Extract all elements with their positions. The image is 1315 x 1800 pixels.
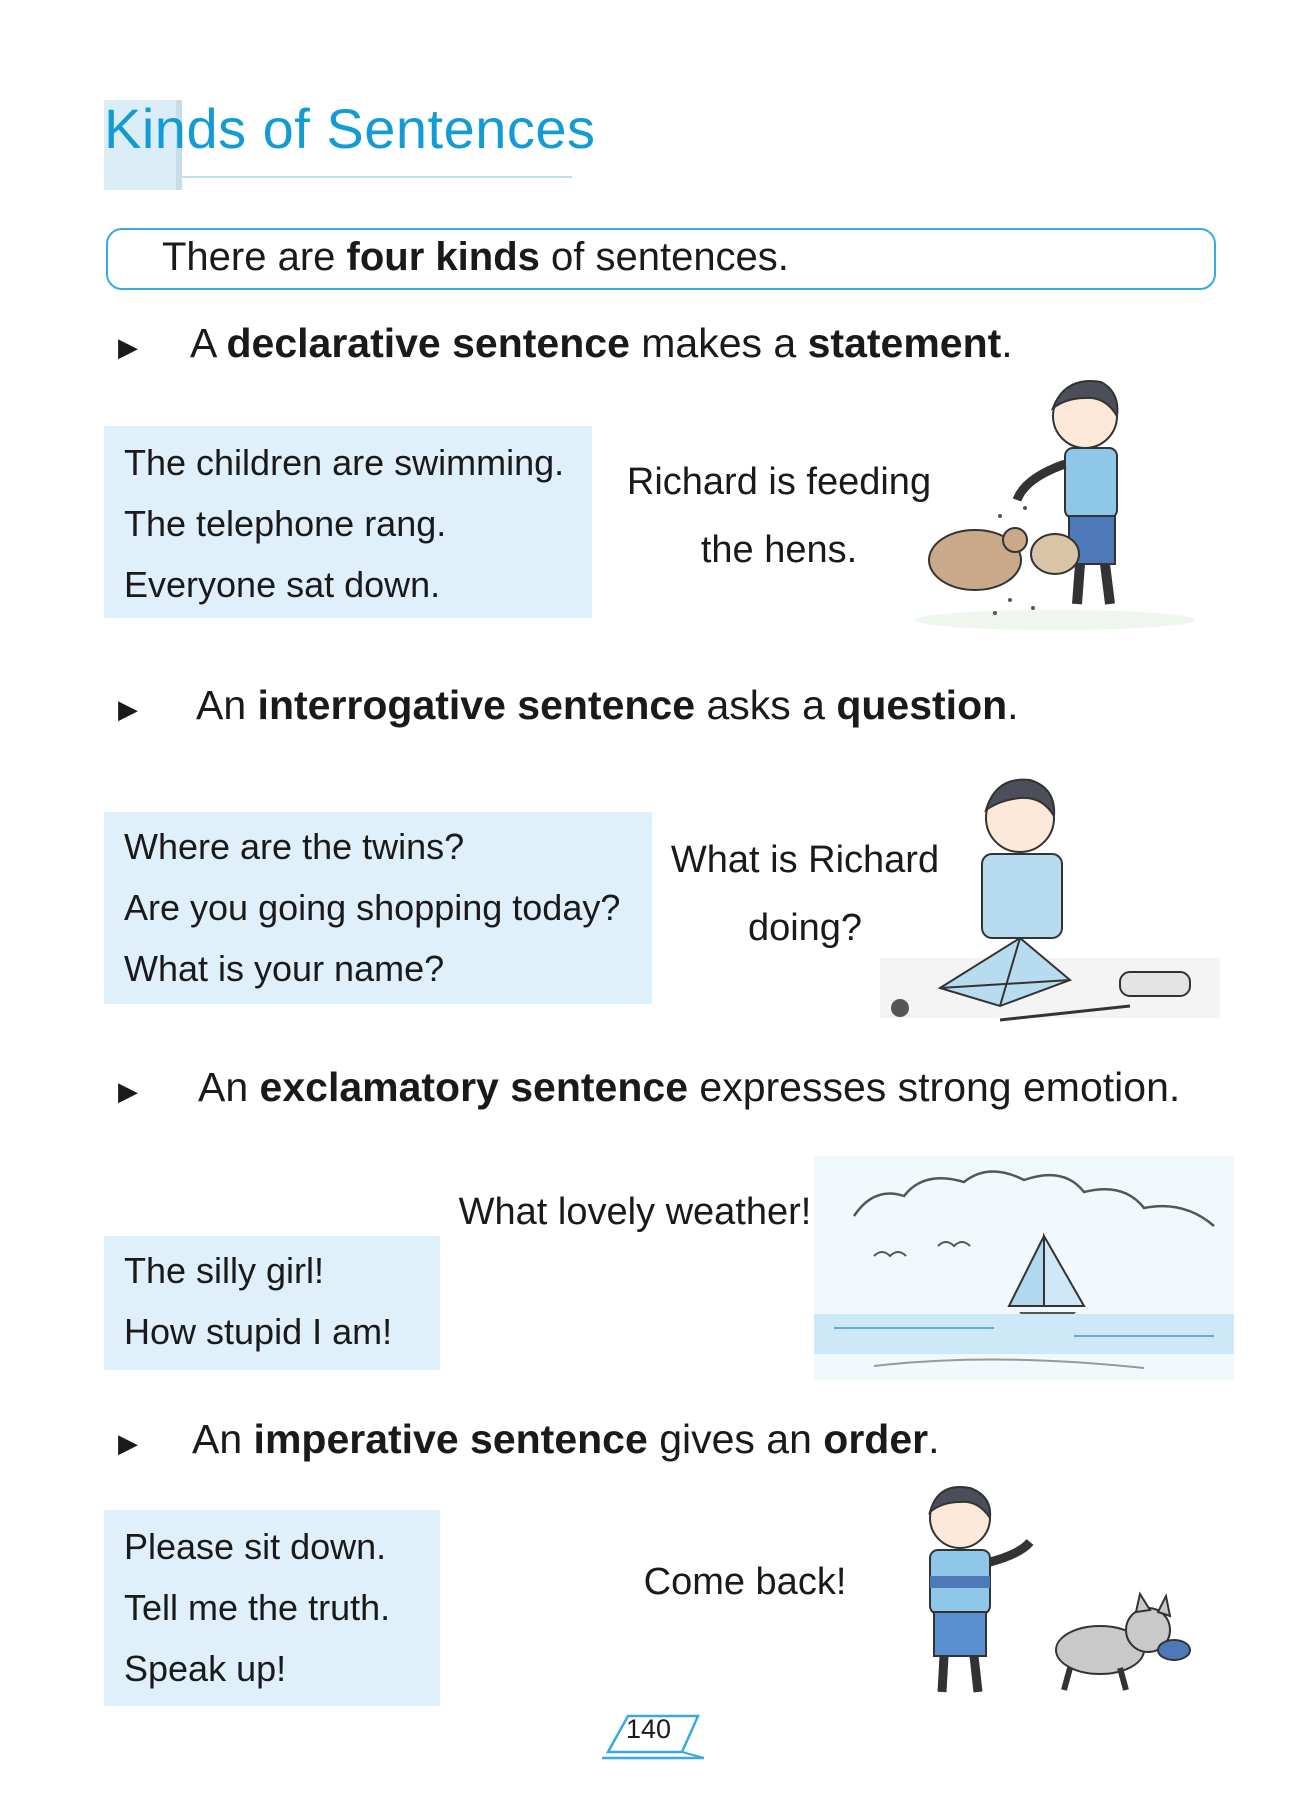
boy-making-kite-illustration: [870, 758, 1230, 1026]
section-heading-imperative: [192, 1416, 940, 1463]
example-sentence: Please sit down.: [124, 1526, 387, 1567]
intro-text-part: There are: [162, 235, 347, 279]
heading-part: .: [1007, 682, 1019, 728]
sailboat-seascape-illustration: [814, 1156, 1234, 1380]
caption-line: the hens.: [700, 529, 858, 571]
heading-part: A: [190, 320, 227, 366]
example-sentence: Tell me the truth.: [124, 1587, 391, 1628]
title-underline: [180, 176, 572, 178]
illustration-caption: [620, 1548, 870, 1616]
heading-part: An: [198, 1064, 260, 1110]
caption-line: What lovely weather!: [458, 1191, 812, 1233]
example-sentence: The telephone rang.: [124, 503, 447, 544]
section-heading-exclamatory: [198, 1064, 1180, 1111]
section-heading-declarative: [190, 320, 1013, 367]
example-sentence: Are you going shopping today?: [124, 887, 621, 928]
caption-line: What is Richard: [670, 839, 940, 881]
boy-feeding-hens-illustration: [905, 368, 1205, 636]
triangle-bullet-icon: ▶: [118, 1076, 138, 1106]
section-heading-interrogative: [196, 682, 1019, 729]
heading-part: .: [1001, 320, 1013, 366]
heading-bold: declarative sentence: [226, 320, 630, 366]
heading-bold: interrogative sentence: [257, 682, 696, 728]
heading-bold: statement: [807, 320, 1002, 366]
heading-part: gives an: [647, 1416, 824, 1462]
heading-part: An: [192, 1416, 254, 1462]
intro-text: [162, 235, 789, 280]
example-sentence: How stupid I am!: [124, 1311, 393, 1352]
caption-line: Come back!: [643, 1561, 847, 1603]
heading-bold: order: [823, 1416, 929, 1462]
caption-line: Richard is feeding: [626, 461, 932, 503]
illustration-caption: [614, 448, 944, 584]
heading-bold: question: [836, 682, 1008, 728]
heading-bold: exclamatory sentence: [259, 1064, 689, 1110]
example-sentence: Speak up!: [124, 1648, 287, 1689]
boy-calling-dog-illustration: [880, 1470, 1210, 1710]
heading-part: makes a: [629, 320, 808, 366]
heading-part: expresses strong emotion.: [688, 1064, 1181, 1110]
example-sentence: Everyone sat down.: [124, 564, 441, 605]
illustration-caption: [440, 1178, 830, 1246]
heading-bold: imperative sentence: [253, 1416, 648, 1462]
example-sentence: Where are the twins?: [124, 826, 465, 867]
page-title: Kinds of Sentences: [104, 97, 596, 160]
heading-part: An: [196, 682, 258, 728]
triangle-bullet-icon: ▶: [118, 1428, 138, 1458]
intro-text-part: of sentences.: [539, 235, 789, 279]
example-sentence: The children are swimming.: [124, 442, 565, 483]
intro-text-bold: four kinds: [346, 235, 540, 279]
triangle-bullet-icon: ▶: [118, 694, 138, 724]
heading-part: asks a: [695, 682, 837, 728]
page-number: 140: [626, 1714, 672, 1744]
triangle-bullet-icon: ▶: [118, 332, 138, 362]
heading-part: .: [928, 1416, 940, 1462]
example-sentence: The silly girl!: [124, 1250, 325, 1291]
example-sentence: What is your name?: [124, 948, 445, 989]
caption-line: doing?: [747, 907, 863, 949]
